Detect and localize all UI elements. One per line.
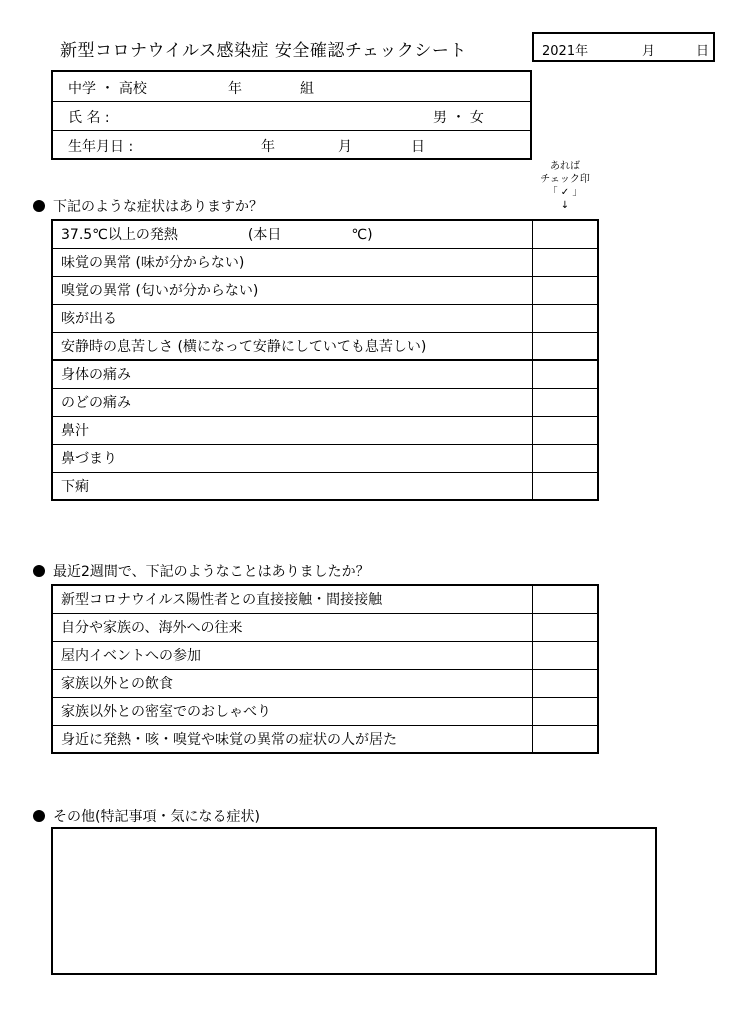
hint-line-2: チェック印 bbox=[540, 174, 590, 185]
symptom-label: 鼻づまり bbox=[52, 444, 532, 472]
exposure-label: 自分や家族の、海外への往来 bbox=[52, 613, 532, 641]
table-row bbox=[52, 220, 598, 248]
birthdate-row[interactable] bbox=[53, 130, 530, 159]
check-cell[interactable] bbox=[532, 416, 598, 444]
school-row[interactable] bbox=[53, 72, 530, 102]
exposure-label: 新型コロナウイルス陽性者との直接接触・間接接触 bbox=[52, 585, 532, 613]
check-cell[interactable] bbox=[532, 360, 598, 388]
date-month: 月 bbox=[642, 44, 656, 59]
name-row[interactable] bbox=[53, 101, 530, 131]
check-cell[interactable] bbox=[532, 669, 598, 697]
grade-label: 年 bbox=[228, 81, 242, 97]
class-label: 組 bbox=[300, 81, 314, 97]
symptom-label: 下痢 bbox=[52, 472, 532, 500]
section3-heading-text: その他(特記事項・気になる症状) bbox=[53, 809, 260, 825]
check-cell[interactable] bbox=[532, 613, 598, 641]
check-cell[interactable] bbox=[532, 304, 598, 332]
check-cell[interactable] bbox=[532, 697, 598, 725]
table-row bbox=[52, 360, 598, 388]
bullet-icon bbox=[33, 200, 45, 212]
section1-heading-text: 下記のような症状はありますか？ bbox=[53, 199, 263, 215]
date-year: 2021年 bbox=[542, 44, 589, 59]
symptom-label: 身体の痛み bbox=[52, 360, 532, 388]
gender-options: 男 ・ 女 bbox=[433, 110, 484, 126]
bullet-icon bbox=[33, 565, 45, 577]
exposure-label: 家族以外との飲食 bbox=[52, 669, 532, 697]
hint-arrow: ↓ bbox=[560, 200, 570, 211]
symptom-label: のどの痛み bbox=[52, 388, 532, 416]
table-row bbox=[52, 697, 598, 725]
table-row bbox=[52, 304, 598, 332]
table-row bbox=[52, 248, 598, 276]
birthdate-label: 生年月日 : bbox=[68, 139, 134, 155]
section3-heading bbox=[33, 806, 260, 826]
bullet-icon bbox=[33, 810, 45, 822]
table-row bbox=[52, 725, 598, 753]
table-row bbox=[52, 388, 598, 416]
page-title: 新型コロナウイルス感染症 安全確認チェックシート bbox=[60, 41, 467, 61]
table-row bbox=[52, 332, 598, 360]
check-cell[interactable] bbox=[532, 444, 598, 472]
symptom-label: 味覚の異常 (味が分からない) bbox=[52, 248, 532, 276]
symptom-label: 37.5℃以上の発熱 (本日 ℃) bbox=[52, 220, 532, 248]
check-cell[interactable] bbox=[532, 585, 598, 613]
exposure-checklist bbox=[51, 584, 599, 754]
symptom-label: 鼻汁 bbox=[52, 416, 532, 444]
school-label: 中学 ・ 高校 bbox=[68, 81, 147, 97]
check-cell[interactable] bbox=[532, 472, 598, 500]
symptom-label: 咳が出る bbox=[52, 304, 532, 332]
table-row bbox=[52, 613, 598, 641]
table-row bbox=[52, 416, 598, 444]
symptom-checklist bbox=[51, 219, 599, 501]
table-row bbox=[52, 276, 598, 304]
birth-month-label: 月 bbox=[338, 139, 352, 155]
exposure-label: 家族以外との密室でのおしゃべり bbox=[52, 697, 532, 725]
check-cell[interactable] bbox=[532, 388, 598, 416]
birth-day-label: 日 bbox=[411, 139, 425, 155]
check-mark-hint bbox=[530, 160, 600, 212]
hint-line-3: 「 ✓ 」 bbox=[547, 187, 583, 198]
birth-year-label: 年 bbox=[261, 139, 275, 155]
date-day: 日 bbox=[696, 44, 710, 59]
hint-line-1: あれば bbox=[550, 161, 580, 172]
check-cell[interactable] bbox=[532, 725, 598, 753]
name-label: 氏 名 : bbox=[68, 110, 110, 126]
section1-heading bbox=[33, 196, 263, 216]
exposure-label: 屋内イベントへの参加 bbox=[52, 641, 532, 669]
exposure-label: 身近に発熱・咳・嗅覚や味覚の異常の症状の人が居た bbox=[52, 725, 532, 753]
section2-heading bbox=[33, 561, 370, 581]
table-row bbox=[52, 641, 598, 669]
table-row bbox=[52, 472, 598, 500]
date-box[interactable] bbox=[532, 32, 715, 62]
check-cell[interactable] bbox=[532, 332, 598, 360]
table-row bbox=[52, 669, 598, 697]
section2-heading-text: 最近2週間で、下記のようなことはありましたか？ bbox=[53, 564, 370, 580]
check-cell[interactable] bbox=[532, 276, 598, 304]
check-cell[interactable] bbox=[532, 641, 598, 669]
table-row bbox=[52, 585, 598, 613]
check-cell[interactable] bbox=[532, 248, 598, 276]
table-row bbox=[52, 444, 598, 472]
notes-box[interactable] bbox=[51, 827, 657, 975]
symptom-label: 安静時の息苦しさ (横になって安静にしていても息苦しい) bbox=[52, 332, 532, 360]
symptom-label: 嗅覚の異常 (匂いが分からない) bbox=[52, 276, 532, 304]
student-info-box bbox=[51, 70, 532, 160]
check-cell[interactable] bbox=[532, 220, 598, 248]
